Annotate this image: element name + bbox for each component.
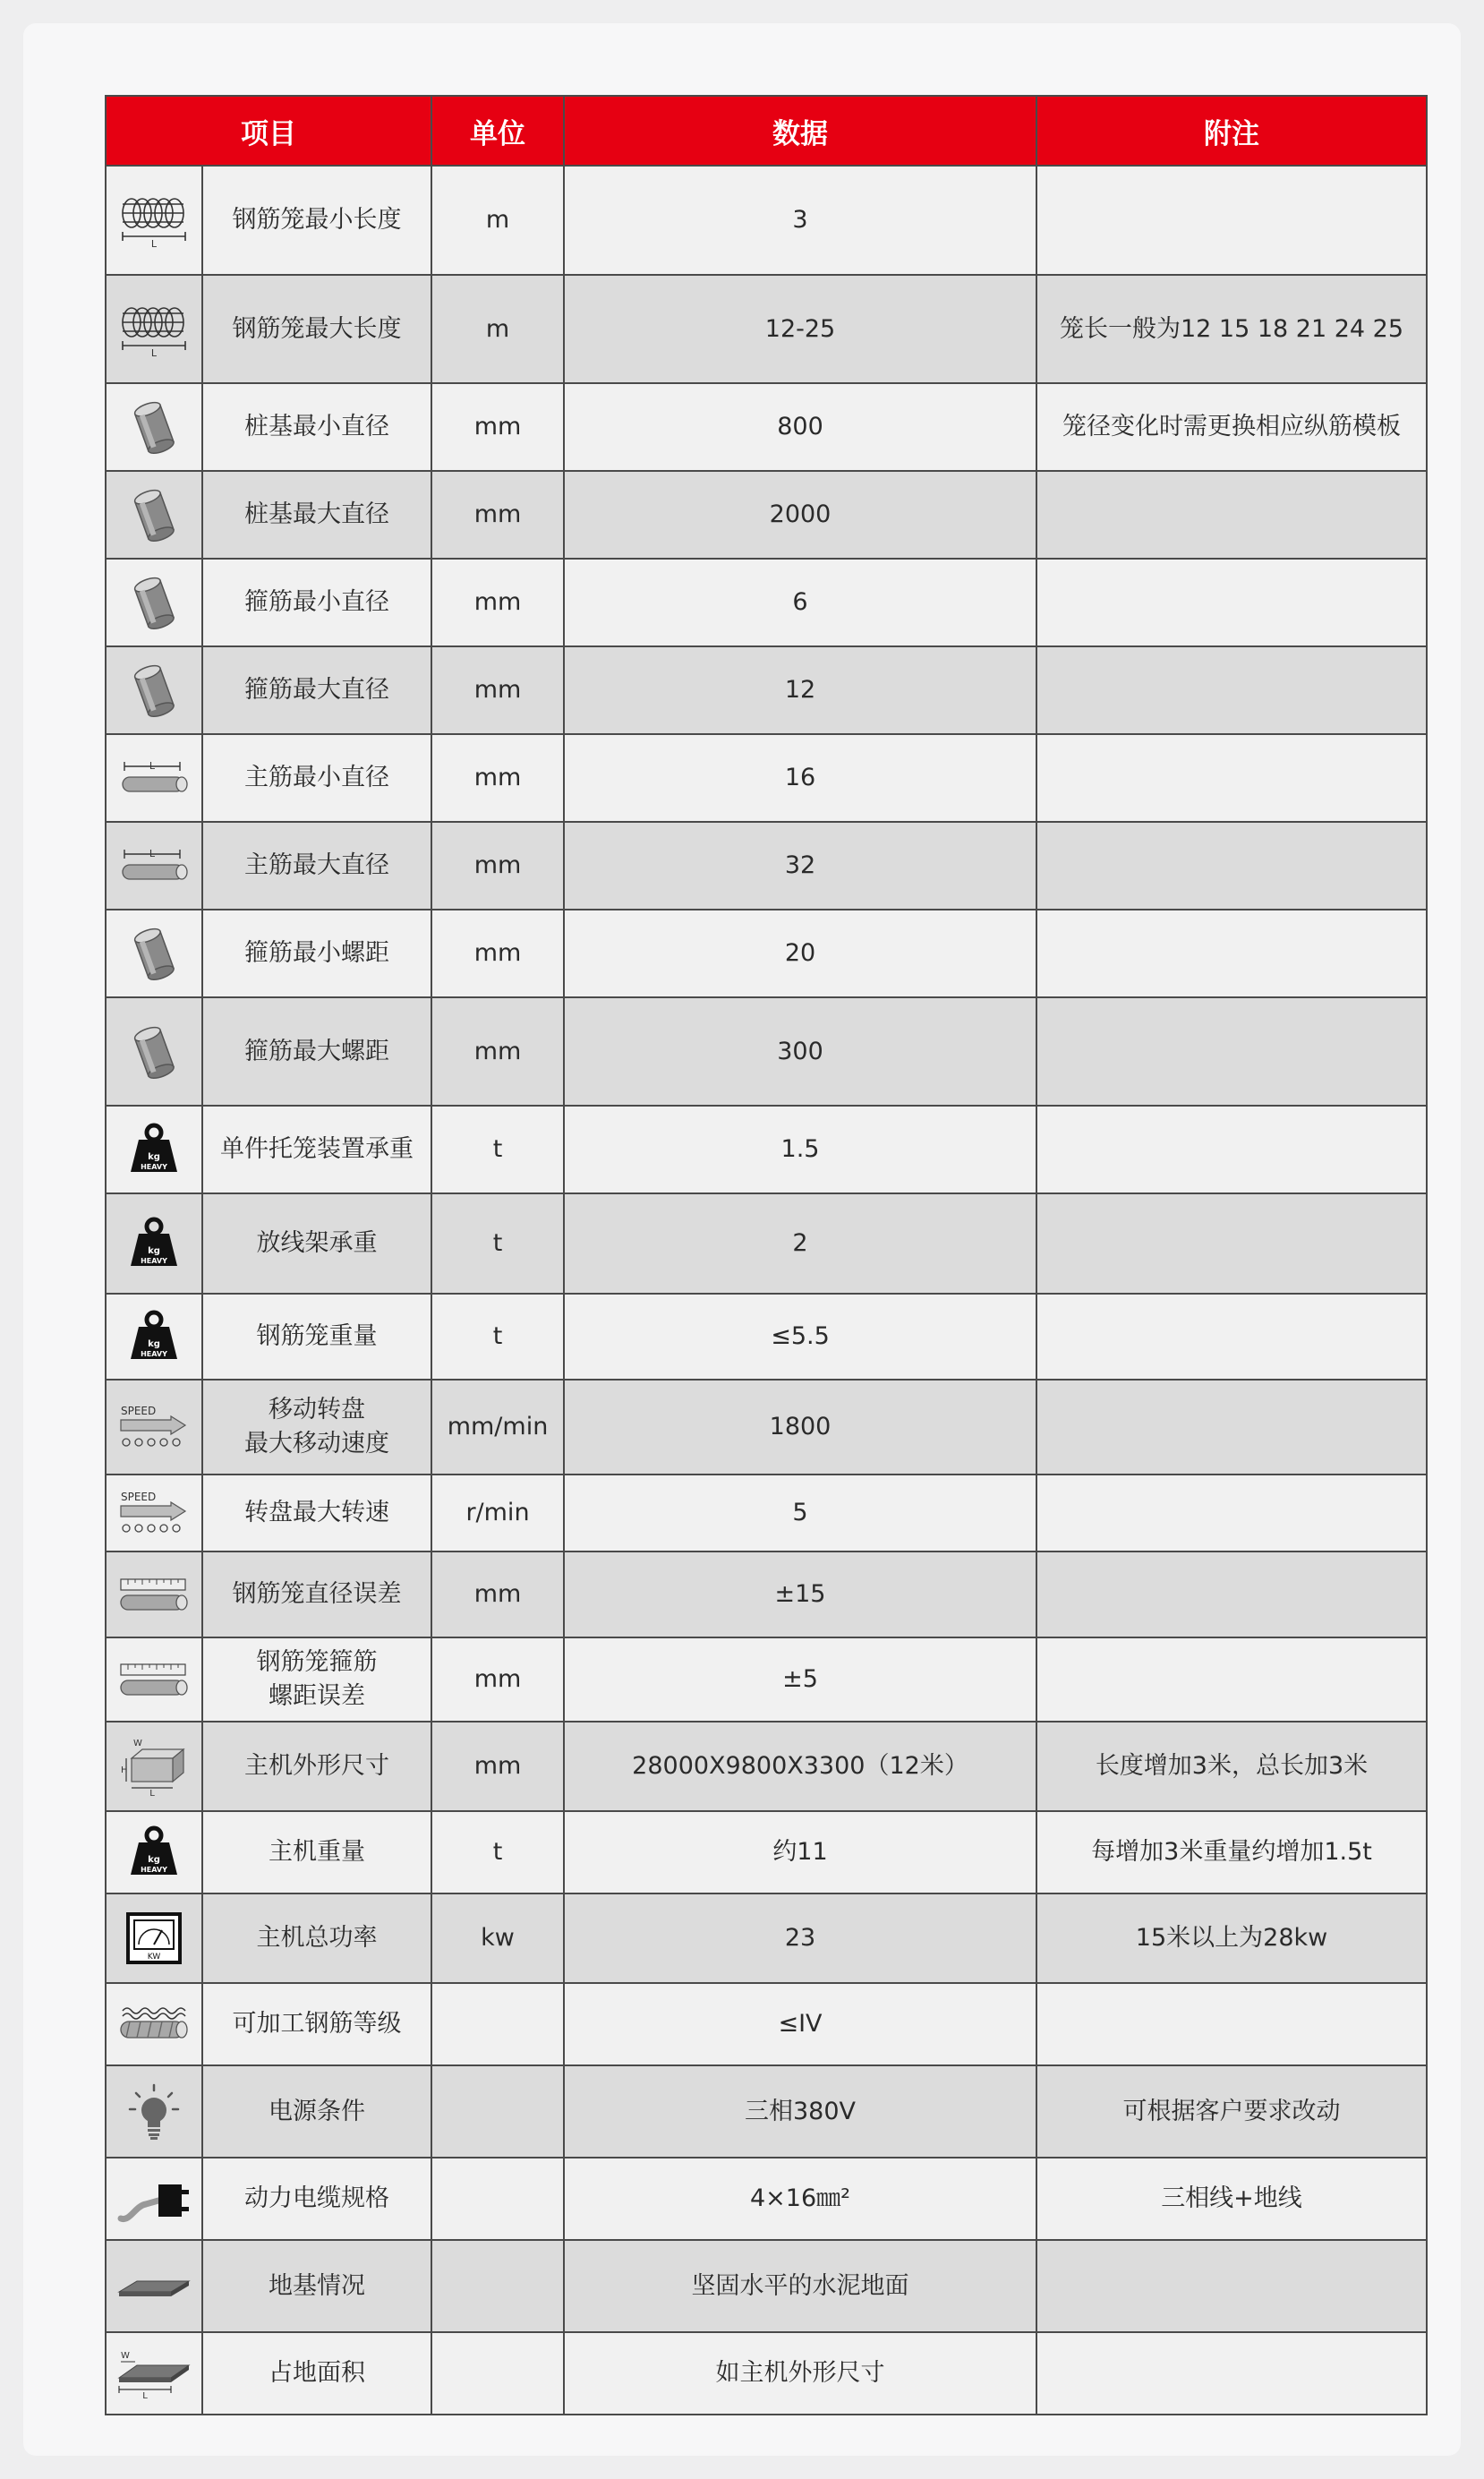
- value-cell: 三相380V: [564, 2065, 1036, 2158]
- svg-text:W: W: [121, 2351, 130, 2361]
- note-cell: [1036, 559, 1427, 646]
- cylinder-icon: [112, 571, 196, 634]
- value-cell: 20: [564, 910, 1036, 997]
- cylinder-icon: [112, 1021, 196, 1083]
- item-name-cell: [202, 275, 431, 383]
- svg-text:kg: kg: [148, 1855, 160, 1865]
- item-name-cell: [202, 1294, 431, 1380]
- unit-cell: mm: [431, 910, 564, 997]
- item-name: 主机总功率: [256, 1924, 378, 1952]
- row-icon-cell: [106, 1722, 202, 1811]
- rebar-cage-icon: [112, 192, 196, 249]
- cylinder-icon: [112, 659, 196, 722]
- unit-cell: mm: [431, 646, 564, 734]
- item-name: 主机外形尺寸: [244, 1752, 389, 1780]
- unit-cell: t: [431, 1193, 564, 1294]
- unit-cell: t: [431, 1294, 564, 1380]
- rebar-grade-icon: [112, 2002, 196, 2047]
- table-row: [106, 275, 1427, 383]
- item-name: 可加工钢筋等级: [232, 2010, 402, 2038]
- row-icon-cell: [106, 1893, 202, 1983]
- item-name: 主筋最大直径: [244, 851, 389, 879]
- value-cell: 3: [564, 166, 1036, 275]
- item-name: 螺距误差: [269, 1682, 365, 1710]
- item-name-cell: [202, 910, 431, 997]
- row-icon-cell: [106, 2065, 202, 2158]
- note-cell: 每增加3米重量约增加1.5t: [1036, 1811, 1427, 1893]
- row-icon-cell: [106, 822, 202, 910]
- value-cell: 坚固水平的水泥地面: [564, 2240, 1036, 2332]
- table-header-row: [106, 96, 1427, 166]
- cylinder-icon: [112, 483, 196, 546]
- note-cell: [1036, 2332, 1427, 2415]
- item-name-cell: [202, 1811, 431, 1893]
- value-cell: 4×16㎜²: [564, 2158, 1036, 2240]
- item-name: 动力电缆规格: [244, 2184, 389, 2212]
- item-name: 钢筋笼重量: [256, 1322, 378, 1350]
- light-bulb-icon: [112, 2082, 196, 2141]
- row-icon-cell: [106, 2332, 202, 2415]
- svg-text:L: L: [150, 238, 158, 249]
- item-name: 主机重量: [269, 1838, 365, 1866]
- item-name: 钢筋笼箍筋: [256, 1648, 378, 1676]
- speed-icon: [112, 1402, 196, 1452]
- note-cell: [1036, 1294, 1427, 1380]
- row-icon-cell: [106, 1811, 202, 1893]
- value-cell: 5: [564, 1475, 1036, 1552]
- note-cell: 可根据客户要求改动: [1036, 2065, 1427, 2158]
- rod-length-icon: [112, 845, 196, 886]
- item-name-cell: [202, 1475, 431, 1552]
- table-row: [106, 1106, 1427, 1193]
- table-row: [106, 734, 1427, 822]
- note-cell: [1036, 166, 1427, 275]
- value-cell: 28000X9800X3300（12米）: [564, 1722, 1036, 1811]
- table-row: [106, 2332, 1427, 2415]
- svg-text:kg: kg: [148, 1339, 160, 1349]
- unit-cell: mm: [431, 734, 564, 822]
- unit-cell: mm: [431, 559, 564, 646]
- row-icon-cell: [106, 910, 202, 997]
- cylinder-icon: [112, 922, 196, 985]
- table-body: [106, 166, 1427, 2415]
- table-row: [106, 910, 1427, 997]
- table-row: [106, 1380, 1427, 1475]
- svg-text:H: H: [121, 1765, 128, 1775]
- item-name-cell: [202, 471, 431, 559]
- item-name-cell: [202, 1552, 431, 1637]
- item-name-cell: [202, 646, 431, 734]
- value-cell: 12: [564, 646, 1036, 734]
- note-cell: [1036, 734, 1427, 822]
- value-cell: 16: [564, 734, 1036, 822]
- dimension-box-icon: [112, 1737, 196, 1796]
- note-cell: [1036, 1983, 1427, 2065]
- table-row: [106, 2240, 1427, 2332]
- svg-text:kg: kg: [148, 1246, 160, 1256]
- cylinder-icon: [112, 396, 196, 458]
- svg-text:HEAVY: HEAVY: [141, 1257, 167, 1265]
- item-name-cell: [202, 822, 431, 910]
- row-icon-cell: [106, 166, 202, 275]
- value-cell: 约11: [564, 1811, 1036, 1893]
- unit-cell: mm: [431, 1552, 564, 1637]
- row-icon-cell: [106, 1983, 202, 2065]
- table-row: [106, 166, 1427, 275]
- value-cell: 300: [564, 997, 1036, 1106]
- item-name-cell: [202, 383, 431, 471]
- table-row: [106, 559, 1427, 646]
- row-icon-cell: [106, 1637, 202, 1722]
- row-icon-cell: [106, 1294, 202, 1380]
- row-icon-cell: [106, 559, 202, 646]
- svg-text:L: L: [149, 848, 156, 859]
- svg-text:SPEED: SPEED: [121, 1491, 157, 1503]
- note-cell: [1036, 1552, 1427, 1637]
- note-cell: [1036, 822, 1427, 910]
- weight-icon: [112, 1216, 196, 1271]
- item-name-cell: [202, 559, 431, 646]
- unit-cell: m: [431, 275, 564, 383]
- rebar-cage-icon: [112, 301, 196, 358]
- table-row: [106, 383, 1427, 471]
- note-cell: [1036, 471, 1427, 559]
- header-unit: 单位: [431, 96, 564, 166]
- note-cell: [1036, 1380, 1427, 1475]
- item-name: 地基情况: [269, 2271, 365, 2300]
- unit-cell: t: [431, 1106, 564, 1193]
- unit-cell: mm: [431, 822, 564, 910]
- item-name: 箍筋最小直径: [244, 588, 389, 616]
- value-cell: 如主机外形尺寸: [564, 2332, 1036, 2415]
- value-cell: ±15: [564, 1552, 1036, 1637]
- floor-area-icon: [112, 2347, 196, 2399]
- unit-cell: mm: [431, 471, 564, 559]
- value-cell: 32: [564, 822, 1036, 910]
- note-cell: [1036, 997, 1427, 1106]
- table-row: [106, 1722, 1427, 1811]
- row-icon-cell: [106, 997, 202, 1106]
- item-name: 最大移动速度: [244, 1430, 389, 1457]
- svg-text:KW: KW: [147, 1953, 161, 1962]
- svg-text:SPEED: SPEED: [121, 1405, 157, 1417]
- table-row: [106, 1193, 1427, 1294]
- item-name-cell: [202, 1893, 431, 1983]
- svg-text:L: L: [142, 2391, 148, 2399]
- note-cell: [1036, 1193, 1427, 1294]
- row-icon-cell: [106, 1380, 202, 1475]
- item-name-cell: [202, 2065, 431, 2158]
- svg-text:kg: kg: [148, 1152, 160, 1162]
- note-cell: 三相线+地线: [1036, 2158, 1427, 2240]
- row-icon-cell: [106, 1193, 202, 1294]
- row-icon-cell: [106, 1552, 202, 1637]
- header-item: 项目: [106, 96, 431, 166]
- item-name: 电源条件: [269, 2097, 365, 2125]
- value-cell: 23: [564, 1893, 1036, 1983]
- table-row: [106, 1475, 1427, 1552]
- unit-cell: [431, 2240, 564, 2332]
- svg-text:L: L: [149, 760, 156, 772]
- table-row: [106, 1983, 1427, 2065]
- row-icon-cell: [106, 1106, 202, 1193]
- item-name: 单件托笼装置承重: [220, 1135, 414, 1163]
- value-cell: 6: [564, 559, 1036, 646]
- note-cell: [1036, 1637, 1427, 1722]
- value-cell: 2000: [564, 471, 1036, 559]
- table-row: [106, 471, 1427, 559]
- unit-cell: [431, 2065, 564, 2158]
- unit-cell: m: [431, 166, 564, 275]
- speed-icon: [112, 1488, 196, 1538]
- item-name-cell: [202, 2240, 431, 2332]
- item-name: 移动转盘: [269, 1396, 365, 1423]
- table-row: [106, 2158, 1427, 2240]
- item-name: 放线架承重: [256, 1229, 378, 1257]
- note-cell: 15米以上为28kw: [1036, 1893, 1427, 1983]
- unit-cell: mm: [431, 1637, 564, 1722]
- unit-cell: t: [431, 1811, 564, 1893]
- value-cell: 800: [564, 383, 1036, 471]
- unit-cell: mm: [431, 1722, 564, 1811]
- item-name: 箍筋最大螺距: [244, 1037, 389, 1065]
- table-row: [106, 997, 1427, 1106]
- unit-cell: mm/min: [431, 1380, 564, 1475]
- value-cell: ≤5.5: [564, 1294, 1036, 1380]
- table-row: [106, 822, 1427, 910]
- item-name-cell: [202, 166, 431, 275]
- row-icon-cell: [106, 2158, 202, 2240]
- ruler-rod-icon: [112, 1572, 196, 1617]
- table-row: [106, 2065, 1427, 2158]
- row-icon-cell: [106, 275, 202, 383]
- item-name-cell: [202, 1722, 431, 1811]
- value-cell: 2: [564, 1193, 1036, 1294]
- note-cell: [1036, 1475, 1427, 1552]
- unit-cell: mm: [431, 383, 564, 471]
- value-cell: 1800: [564, 1380, 1036, 1475]
- table-row: [106, 1811, 1427, 1893]
- svg-text:L: L: [149, 1789, 155, 1796]
- row-icon-cell: [106, 2240, 202, 2332]
- table-row: [106, 1552, 1427, 1637]
- table-row: [106, 646, 1427, 734]
- svg-text:W: W: [133, 1739, 142, 1748]
- table-row: [106, 1893, 1427, 1983]
- header-note: 附注: [1036, 96, 1427, 166]
- item-name-cell: [202, 2332, 431, 2415]
- ground-plate-icon: [112, 2269, 196, 2304]
- item-name-cell: [202, 1380, 431, 1475]
- note-cell: 长度增加3米，总长加3米: [1036, 1722, 1427, 1811]
- note-cell: [1036, 646, 1427, 734]
- unit-cell: kw: [431, 1893, 564, 1983]
- weight-icon: [112, 1122, 196, 1177]
- unit-cell: [431, 1983, 564, 2065]
- note-cell: [1036, 910, 1427, 997]
- row-icon-cell: [106, 1475, 202, 1552]
- item-name-cell: [202, 2158, 431, 2240]
- item-name: 箍筋最小螺距: [244, 939, 389, 967]
- item-name-cell: [202, 1983, 431, 2065]
- unit-cell: mm: [431, 997, 564, 1106]
- item-name-cell: [202, 997, 431, 1106]
- item-name-cell: [202, 1106, 431, 1193]
- item-name-cell: [202, 1193, 431, 1294]
- item-name: 转盘最大转速: [244, 1499, 389, 1526]
- item-name: 主筋最小直径: [244, 764, 389, 791]
- item-name: 钢筋笼最大长度: [232, 314, 402, 343]
- spec-sheet-card: [23, 23, 1461, 2456]
- ruler-rod-icon: [112, 1657, 196, 1702]
- table-row: [106, 1637, 1427, 1722]
- rod-length-icon: [112, 757, 196, 799]
- item-name: 桩基最大直径: [244, 500, 389, 528]
- svg-text:HEAVY: HEAVY: [141, 1866, 167, 1874]
- item-name: 钢筋笼直径误差: [232, 1580, 402, 1608]
- unit-cell: r/min: [431, 1475, 564, 1552]
- note-cell: [1036, 2240, 1427, 2332]
- item-name: 桩基最小直径: [244, 413, 389, 440]
- spec-table: [105, 95, 1428, 2415]
- svg-text:L: L: [150, 346, 158, 358]
- weight-icon: [112, 1825, 196, 1880]
- row-icon-cell: [106, 383, 202, 471]
- value-cell: ±5: [564, 1637, 1036, 1722]
- svg-text:HEAVY: HEAVY: [141, 1350, 167, 1358]
- note-cell: 笼长一般为12 15 18 21 24 25: [1036, 275, 1427, 383]
- row-icon-cell: [106, 646, 202, 734]
- row-icon-cell: [106, 471, 202, 559]
- unit-cell: [431, 2158, 564, 2240]
- value-cell: ≤IV: [564, 1983, 1036, 2065]
- header-data: 数据: [564, 96, 1036, 166]
- note-cell: 笼径变化时需更换相应纵筋模板: [1036, 383, 1427, 471]
- item-name-cell: [202, 1637, 431, 1722]
- power-cable-icon: [112, 2170, 196, 2227]
- item-name: 占地面积: [269, 2359, 365, 2387]
- power-meter-icon: [112, 1911, 196, 1966]
- weight-icon: [112, 1309, 196, 1364]
- unit-cell: [431, 2332, 564, 2415]
- svg-text:HEAVY: HEAVY: [141, 1163, 167, 1171]
- value-cell: 12-25: [564, 275, 1036, 383]
- row-icon-cell: [106, 734, 202, 822]
- item-name-cell: [202, 734, 431, 822]
- item-name: 箍筋最大直径: [244, 676, 389, 704]
- item-name: 钢筋笼最小长度: [232, 206, 402, 234]
- value-cell: 1.5: [564, 1106, 1036, 1193]
- table-row: [106, 1294, 1427, 1380]
- note-cell: [1036, 1106, 1427, 1193]
